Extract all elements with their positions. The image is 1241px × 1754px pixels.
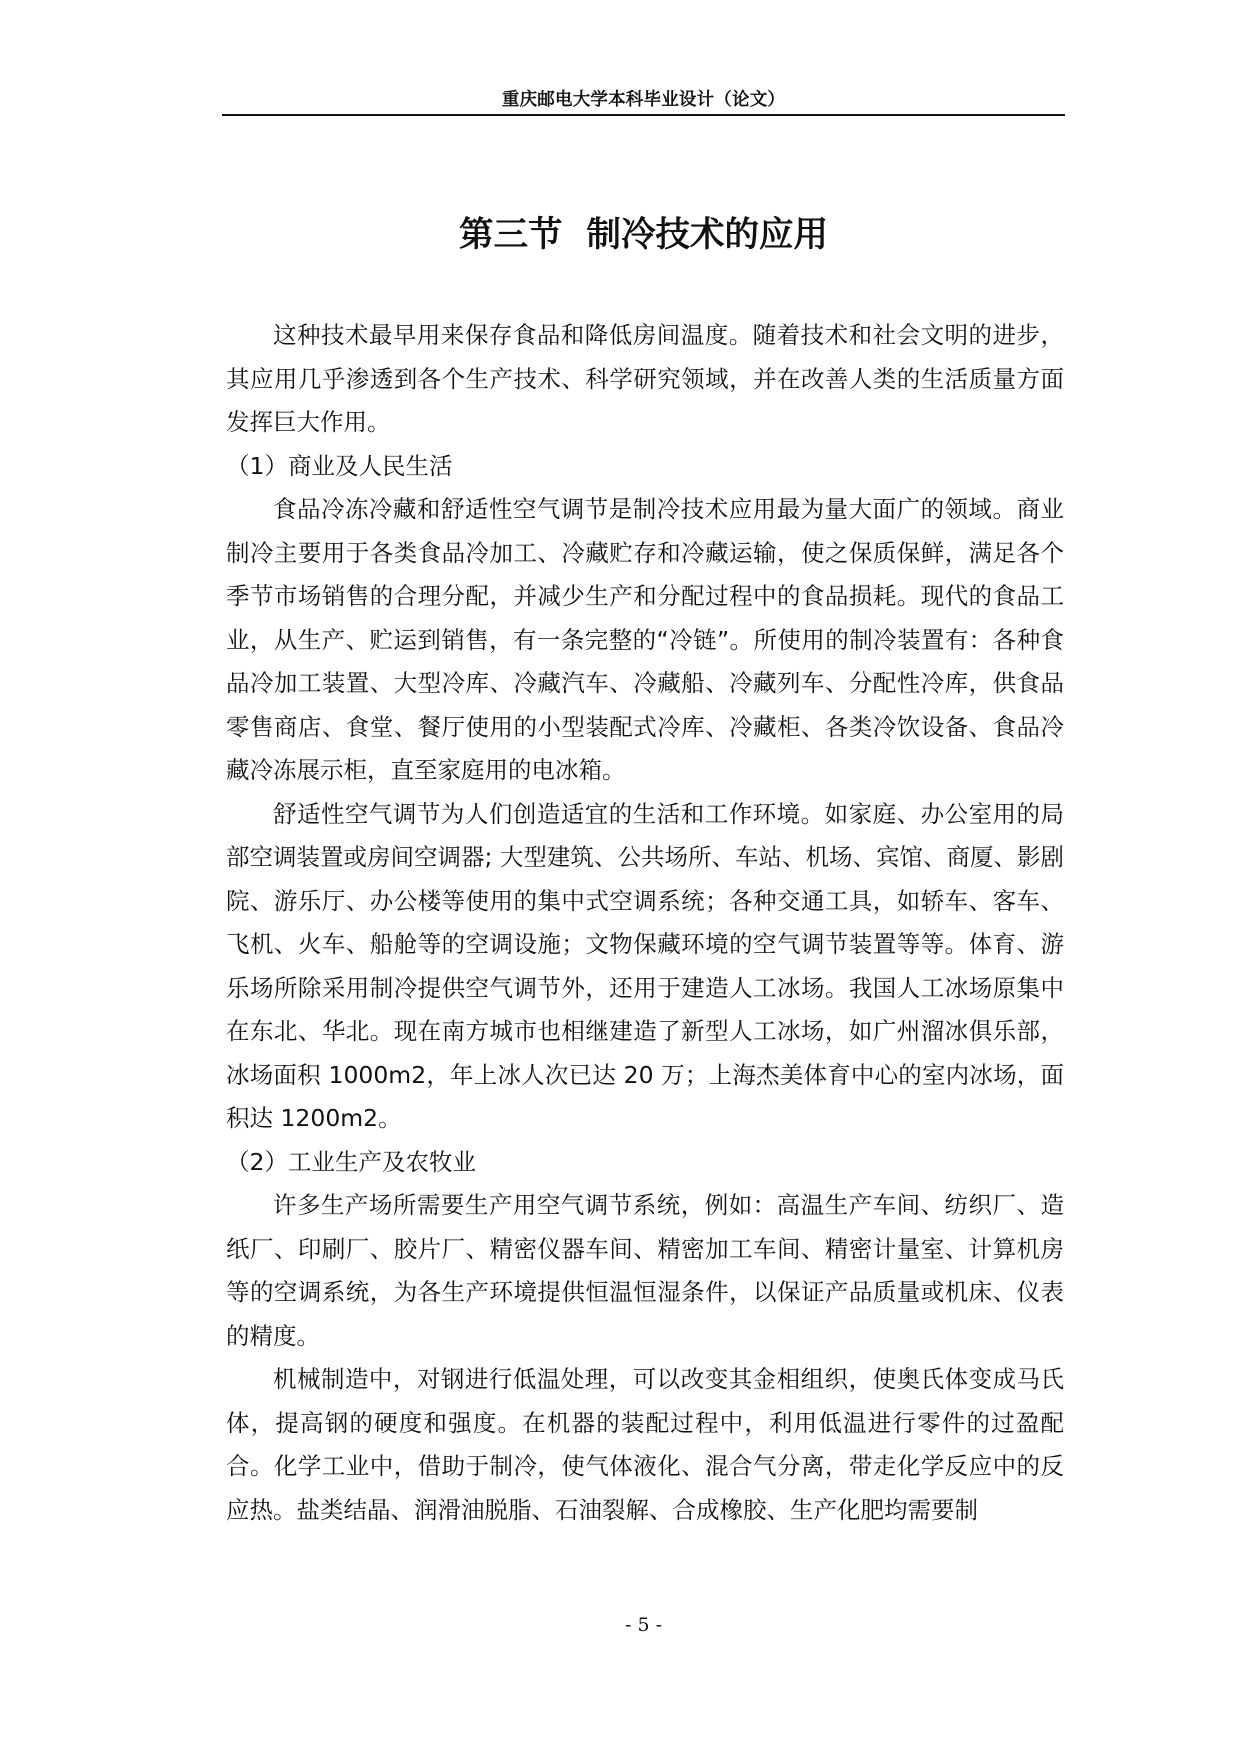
subheading-industry: （2）工业生产及农牧业 [226,1147,476,1176]
paragraph-industrial-air: 许多生产场所需要生产用空气调节系统，例如：高温生产车间、纺织厂、造纸厂、印刷厂、胶片厂、精密仪器车间、精密加工车间、精密计量室、计算机房等的空调系统，为各生产环境提供恒温恒湿条件，以保证产品质量或机床、仪表的精度。 [226,1191,1064,1350]
running-header: 重庆邮电大学本科毕业设计（论文） [501,90,786,110]
subheading-commerce: （1）商业及人民生活 [226,451,453,480]
header-rule [222,114,1065,116]
paragraph-machinery: 机械制造中，对钢进行低温处理，可以改变其金相组织，使奥氏体变成马氏体，提高钢的硬度和强度。在机器的装配过程中，利用低温进行零件的过盈配合。化学工业中，借助于制冷，使气体液化、混合气分离，带走化学反应中的反应热。盐类结晶、润滑油脱脂、石油裂解、合成橡胶、生产化肥均需要制 [226,1365,1064,1524]
paragraph-air-conditioning: 舒适性空气调节为人们创造适宜的生活和工作环境。如家庭、办公室用的局部空调装置或房间空调器; 大型建筑、公共场所、车站、机场、宾馆、商厦、影剧院、游乐厅、办公楼等使用的集中式空调系统；各种交通工具，如轿车、客车、飞机、火车、船舱等的空调设施；文物保藏环境的空气调节装置等等。体育、游乐场所除采用制冷提供空气调节外，还用于建造人工冰场。我国人工冰场原集中在东北、华北。现在南方城市也相继建造了新型人工冰场，如广州溜冰俱乐部，冰场面积 1000m2，年上冰人次已达 20 万；上海杰美体育中心的室内冰场，面积达 1200m2。 [226,799,1064,1132]
body-text [226,314,1064,1532]
paragraph-food-refrigeration: 食品冷冻冷藏和舒适性空气调节是制冷技术应用最为量大面广的领域。商业制冷主要用于各类食品冷加工、冷藏贮存和冷藏运输，使之保质保鲜，满足各个季节市场销售的合理分配，并减少生产和分配过程中的食品损耗。现代的食品工业，从生产、贮运到销售，有一条完整的“冷链”。所使用的制冷装置有：各种食品冷加工装置、大型冷库、冷藏汽车、冷藏船、冷藏列车、分配性冷库，供食品零售商店、食堂、餐厅使用的小型装配式冷库、冷藏柜、各类冷饮设备、食品冷藏冷冻展示柜，直至家庭用的电冰箱。 [226,495,1064,784]
paragraph-intro: 这种技术最早用来保存食品和降低房间温度。随着技术和社会文明的进步，其应用几乎渗透到各个生产技术、科学研究领域，并在改善人类的生活质量方面发挥巨大作用。 [226,321,1064,436]
page-number: - 5 - [624,1614,662,1636]
section-title: 第三节 制冷技术的应用 [458,215,829,255]
